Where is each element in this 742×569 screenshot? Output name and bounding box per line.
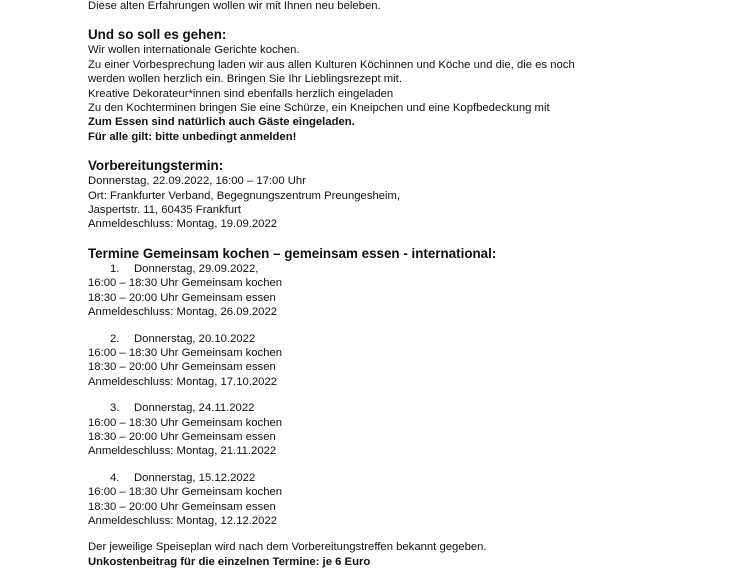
- list-number: 1.: [110, 262, 120, 275]
- eat-time: 18:30 – 20:00 Uhr Gemeinsam essen: [88, 500, 276, 513]
- dates-heading: Termine Gemeinsam kochen – gemeinsam essen - international:: [88, 245, 497, 261]
- how-line: Kreative Dekorateur*innen sind ebenfalls herzlich eingeladen: [88, 87, 394, 100]
- prep-line: Donnerstag, 22.09.2022, 16:00 – 17:00 Uhr: [88, 175, 306, 188]
- prep-line: Ort: Frankfurter Verband, Begegnungszentrum Preungesheim,: [88, 189, 401, 202]
- deadline: Anmeldeschluss: Montag, 12.12.2022: [88, 514, 278, 527]
- list-number: 2.: [110, 332, 120, 345]
- cook-time: 16:00 – 18:30 Uhr Gemeinsam kochen: [88, 416, 283, 429]
- cost-note: Unkostenbeitrag für die einzelnen Termine: je 6 Euro: [88, 555, 371, 568]
- eat-time: 18:30 – 20:00 Uhr Gemeinsam essen: [88, 361, 276, 374]
- date-text: Donnerstag, 24.11.2022: [134, 402, 255, 415]
- date-line: [88, 332, 688, 346]
- prep-line: Anmeldeschluss: Montag, 19.09.2022: [88, 218, 278, 231]
- date-entry: [88, 401, 688, 459]
- cook-time: 16:00 – 18:30 Uhr Gemeinsam kochen: [88, 486, 283, 499]
- date-text: Donnerstag, 29.09.2022,: [134, 262, 259, 275]
- how-line: werden wollen herzlich ein. Bringen Sie Ihr Lieblingsrezept mit.: [88, 73, 402, 86]
- list-number: 3.: [110, 402, 120, 415]
- date-text: Donnerstag, 20.10.2022: [134, 332, 256, 345]
- deadline: Anmeldeschluss: Montag, 21.11.2022: [88, 445, 277, 458]
- deadline: Anmeldeschluss: Montag, 17.10.2022: [88, 375, 278, 388]
- list-number: 4.: [110, 471, 120, 484]
- guests-note: Zum Essen sind natürlich auch Gäste eingeladen.: [88, 116, 355, 129]
- prep-line: Jaspertstr. 11, 60435 Frankfurt: [88, 204, 242, 217]
- date-line: [88, 471, 688, 485]
- date-entry: [88, 262, 688, 320]
- registration-note: Für alle gilt: bitte unbedingt anmelden!: [88, 130, 297, 143]
- deadline: Anmeldeschluss: Montag, 26.09.2022: [88, 306, 278, 319]
- date-text: Donnerstag, 15.12.2022: [134, 471, 256, 484]
- document-body: [88, 0, 688, 569]
- date-line: [88, 401, 688, 415]
- how-line: Zu den Kochterminen bringen Sie eine Schürze, ein Kneipchen und eine Kopfbedeckung mit: [88, 102, 550, 115]
- cook-time: 16:00 – 18:30 Uhr Gemeinsam kochen: [88, 346, 283, 359]
- date-entry: [88, 471, 688, 529]
- menu-note: Der jeweilige Speiseplan wird nach dem Vorbereitungstreffen bekannt gegeben.: [88, 541, 487, 554]
- how-heading: Und so soll es gehen:: [88, 27, 227, 43]
- prep-heading: Vorbereitungstermin:: [88, 158, 224, 174]
- cook-time: 16:00 – 18:30 Uhr Gemeinsam kochen: [88, 277, 283, 290]
- how-line: Zu einer Vorbesprechung laden wir aus allen Kulturen Köchinnen und Köche und die, die es noch: [88, 58, 575, 71]
- date-entry: [88, 332, 688, 390]
- eat-time: 18:30 – 20:00 Uhr Gemeinsam essen: [88, 430, 276, 443]
- intro-line: Diese alten Erfahrungen wollen wir mit Ihnen neu beleben.: [88, 0, 381, 12]
- date-line: [88, 262, 688, 276]
- how-line: Wir wollen internationale Gerichte kochen.: [88, 44, 300, 57]
- eat-time: 18:30 – 20:00 Uhr Gemeinsam essen: [88, 291, 276, 304]
